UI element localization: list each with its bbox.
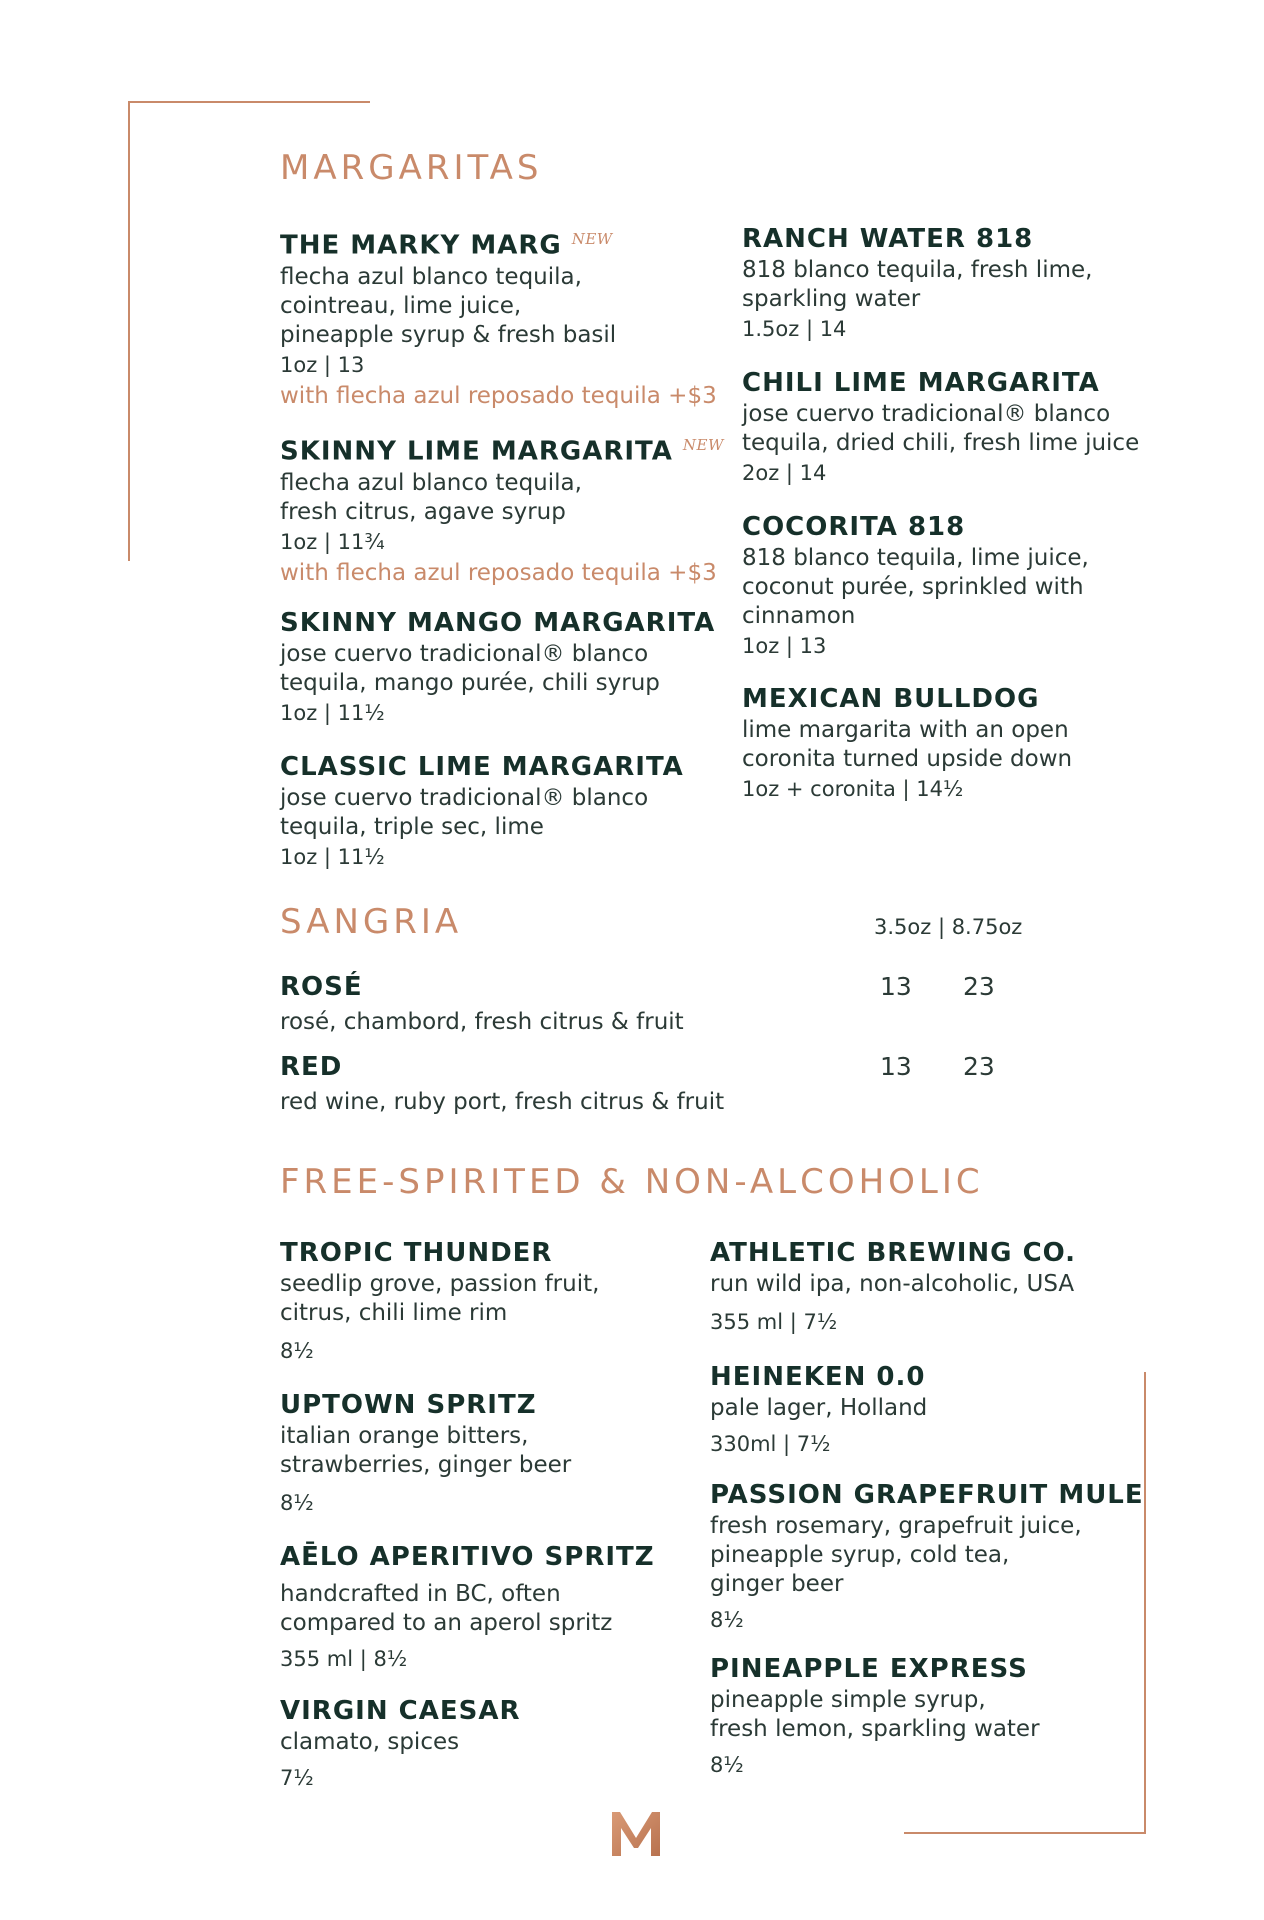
item-description: jose cuervo tradicional® blanco tequila, mango purée, chili syrup — [280, 641, 660, 696]
item-price: 1oz + coronita | 14½ — [742, 777, 964, 801]
item-description: flecha azul blanco tequila, fresh citrus, agave syrup — [280, 469, 582, 525]
item-name: VIRGIN CAESAR — [280, 1696, 521, 1726]
item-description: clamato, spices — [280, 1729, 460, 1755]
menu-item — [710, 1236, 1150, 1360]
menu-item — [710, 1478, 1150, 1652]
item-price: 355 ml | 7½ — [710, 1310, 838, 1334]
item-name: SKINNY MANGO MARGARITA — [280, 608, 716, 638]
item-name: MEXICAN BULLDOG — [742, 684, 1040, 714]
menu-item — [280, 750, 730, 872]
item-price: 330ml | 7½ — [710, 1432, 831, 1456]
menu-item — [710, 1652, 1150, 1780]
item-price: 2oz | 14 — [742, 461, 827, 485]
item-name: HEINEKEN 0.0 — [710, 1362, 926, 1392]
item-name: UPTOWN SPRITZ — [280, 1390, 537, 1420]
item-price: 1oz | 13 — [742, 634, 827, 658]
item-description: 818 blanco tequila, fresh lime, sparkling water — [742, 257, 1093, 312]
frame-top-left-horizontal — [128, 101, 370, 103]
item-description: fresh rosemary, grapefruit juice, pineapple syrup, cold tea, ginger beer — [710, 1513, 1082, 1597]
item-name: TROPIC THUNDER — [280, 1238, 553, 1268]
item-price: 355 ml | 8½ — [280, 1647, 408, 1671]
menu-item — [280, 222, 730, 428]
item-name: PINEAPPLE EXPRESS — [710, 1654, 1028, 1684]
menu-item — [280, 1540, 700, 1694]
item-price: 8½ — [710, 1608, 744, 1632]
menu-item — [742, 222, 1162, 366]
item-name: CLASSIC LIME MARGARITA — [280, 752, 684, 782]
non-alcoholic-left-column — [280, 1236, 700, 1793]
item-price: 1oz | 11¾ — [280, 529, 385, 554]
item-description: handcrafted in BC, often compared to an aperol spritz — [280, 1581, 613, 1636]
menu-item — [742, 366, 1162, 510]
item-name: RED — [280, 1052, 343, 1082]
item-description: pineapple simple syrup, fresh lemon, sparkling water — [710, 1687, 1040, 1742]
margaritas-left-column — [280, 222, 730, 872]
item-name: CHILI LIME MARGARITA — [742, 368, 1100, 398]
item-description: jose cuervo tradicional® blanco tequila, dried chili, fresh lime juice — [742, 401, 1140, 456]
section-title-non-alcoholic: FREE-SPIRITED & NON-ALCOHOLIC — [280, 1162, 984, 1202]
item-description: flecha azul blanco tequila, cointreau, lime juice, pineapple syrup & fresh basil — [280, 263, 617, 348]
item-upsell: with flecha azul reposado tequila +$3 — [280, 559, 717, 586]
item-price: 1.5oz | 14 — [742, 317, 847, 341]
item-description: seedlip grove, passion fruit, citrus, chili lime rim — [280, 1271, 600, 1326]
item-name: SKINNY LIME MARGARITA $^{NEW}$ — [280, 436, 724, 467]
frame-bottom-right-horizontal — [904, 1832, 1146, 1834]
menu-item — [280, 428, 730, 606]
non-alcoholic-right-column — [710, 1236, 1150, 1780]
item-price: 8½ — [710, 1753, 744, 1777]
menu-item — [280, 1694, 700, 1793]
new-badge: NEW — [571, 230, 613, 248]
item-name: ATHLETIC BREWING CO. — [710, 1238, 1077, 1268]
item-price: 8½ — [280, 1491, 314, 1515]
item-name: THE MARKY MARG $^{NEW}$ — [280, 230, 613, 261]
price-small: 13 — [880, 1052, 912, 1081]
brand-logo-icon — [610, 1808, 662, 1858]
menu-item — [280, 1236, 700, 1388]
item-upsell: with flecha azul reposado tequila +$3 — [280, 382, 717, 409]
sangria-size-header: 3.5oz | 8.75oz — [874, 915, 1023, 939]
item-description: jose cuervo tradicional® blanco tequila, triple sec, lime — [280, 785, 649, 840]
item-description: 818 blanco tequila, lime juice, coconut purée, sprinkled with cinnamon — [742, 545, 1089, 629]
item-price: 1oz | 11½ — [280, 845, 385, 869]
new-badge: NEW — [682, 436, 724, 454]
menu-item — [742, 682, 1162, 804]
item-name: AĒLO APERITIVO SPRITZ — [280, 1542, 655, 1572]
menu-item — [280, 606, 730, 750]
item-description: pale lager, Holland — [710, 1395, 928, 1421]
menu-item — [742, 510, 1162, 682]
item-price: 8½ — [280, 1339, 314, 1363]
item-name: ROSÉ — [280, 972, 363, 1002]
item-description: run wild ipa, non-alcoholic, USA — [710, 1271, 1075, 1297]
menu-item — [710, 1360, 1150, 1478]
menu-item — [280, 1388, 700, 1540]
item-description: red wine, ruby port, fresh citrus & fruit — [280, 1089, 725, 1115]
item-price: 7½ — [280, 1766, 314, 1790]
section-title-margaritas: MARGARITAS — [280, 148, 543, 188]
item-description: rosé, chambord, fresh citrus & fruit — [280, 1009, 684, 1035]
item-name: COCORITA 818 — [742, 512, 966, 542]
item-price: 1oz | 11½ — [280, 701, 385, 725]
item-name: RANCH WATER 818 — [742, 224, 1034, 254]
price-small: 13 — [880, 972, 912, 1001]
item-name: PASSION GRAPEFRUIT MULE — [710, 1480, 1144, 1510]
frame-top-left-vertical — [128, 101, 130, 561]
section-title-sangria: SANGRIA — [280, 902, 463, 942]
price-large: 23 — [963, 1052, 995, 1081]
price-large: 23 — [963, 972, 995, 1001]
item-price: 1oz | 13 — [280, 352, 365, 377]
margaritas-right-column — [742, 222, 1162, 804]
item-description: lime margarita with an open coronita turned upside down — [742, 717, 1073, 772]
item-description: italian orange bitters, strawberries, ginger beer — [280, 1423, 572, 1478]
